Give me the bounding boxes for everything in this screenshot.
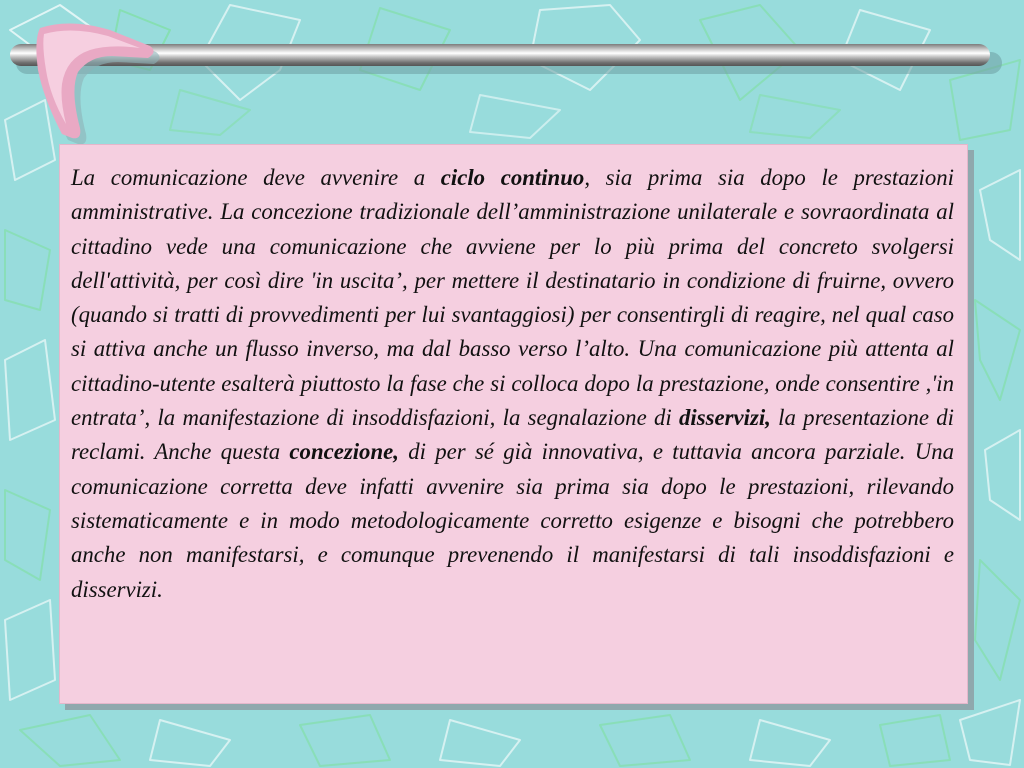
emphasis-ciclo-continuo: ciclo continuo: [440, 165, 585, 190]
text-panel: [59, 144, 968, 704]
body-text-segment: , sia prima sia dopo le prestazioni amministrative. La concezione tradizionale dell’amministrazione unilaterale e sovraordinata al cittadino vede una comunicazione che avviene per lo più prima del concreto svolgersi dell'attività, per così dire 'in uscita’, per mettere il destinatario in condizione di fruirne, ovvero (quando si tratti di provvedimenti per lui svantaggiosi) per consentirgli di reagire, nel qual caso si attiva anche un flusso inverso, ma dal basso verso l’alto. Una comunicazione più attenta al cittadino-utente esalterà piuttosto la fase che si colloca dopo la prestazione, onde consentire ,'in entrata’, la manifestazione di insoddisfazioni, la segnalazione di: [71, 165, 955, 431]
body-text-segment: la presentazione di reclami. Anche questa: [71, 405, 954, 465]
emphasis-disservizi: disservizi,: [679, 405, 771, 431]
body-text-segment: di per sé già innovativa, e tuttavia ancora parziale. Una comunicazione corretta deve infatti avvenire sia prima sia dopo le prestazioni, rilevando sistematicamente e in modo metodologicamente corretto esigenze e bisogni che potrebbero anche non manifestarsi, e comunque prevenendo il manifestarsi di tali insoddisfazioni e disservizi.: [71, 439, 955, 602]
emphasis-concezione: concezione,: [289, 439, 399, 465]
body-text-segment: La comunicazione deve avvenire a: [71, 165, 441, 190]
body-paragraph: [71, 161, 954, 607]
boomerang-decoration: [0, 0, 170, 150]
